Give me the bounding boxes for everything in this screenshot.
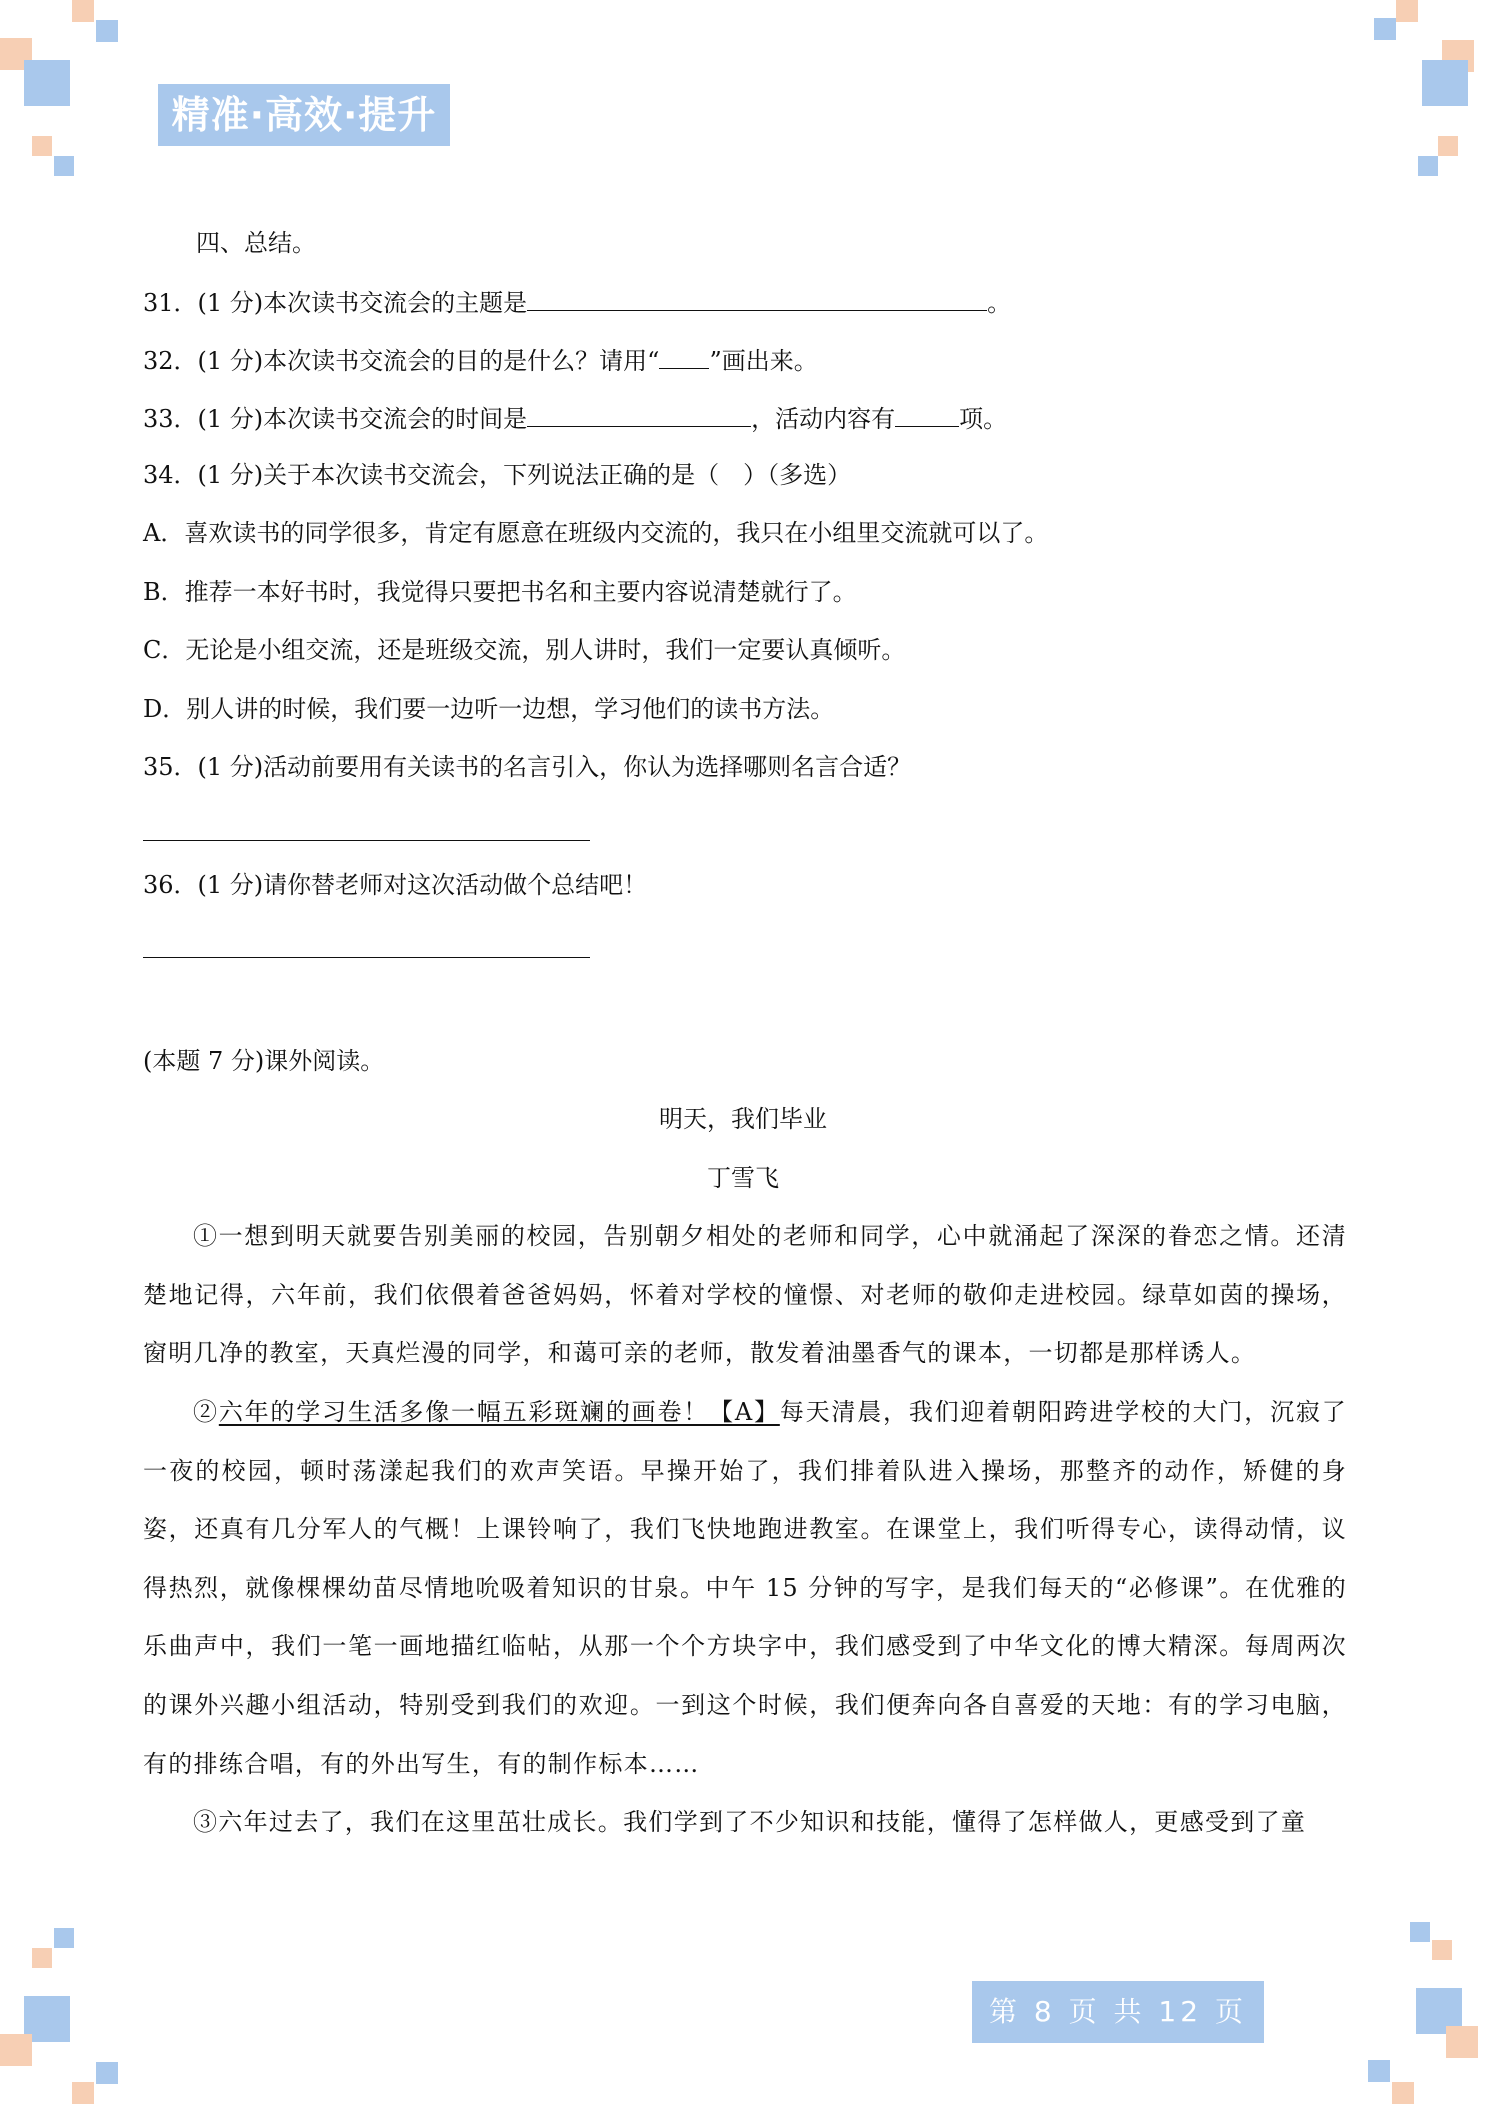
header-badge: 精准·高效·提升 xyxy=(158,84,450,146)
reading-author: 丁雪飞 xyxy=(707,1164,779,1192)
option-d: D．别人讲的时候，我们要一边听一边想，学习他们的读书方法。 xyxy=(143,695,835,723)
answer-blank-33a[interactable] xyxy=(527,402,751,427)
question-35: 35．(1 分)活动前要用有关读书的名言引入，你认为选择哪则名言合适？ xyxy=(143,753,912,781)
reading-paragraph-3: ③六年过去了，我们在这里茁壮成长。我们学到了不少知识和技能，懂得了怎样做人，更感受到了童 xyxy=(193,1808,1307,1836)
answer-blank-31[interactable] xyxy=(527,286,987,311)
underlined-sentence-a: 六年的学习生活多像一幅五彩斑斓的画卷！【A】 xyxy=(218,1398,780,1426)
reading-title: 明天，我们毕业 xyxy=(659,1105,827,1133)
section-title: 四、总结。 xyxy=(196,229,316,257)
option-b: B．推荐一本好书时，我觉得只要把书名和主要内容说清楚就行了。 xyxy=(143,578,857,606)
reading-paragraph-1: ①一想到明天就要告别美丽的校园，告别朝夕相处的老师和同学，心中就涌起了深深的眷恋之情。还清楚地记得，六年前，我们依偎着爸爸妈妈，怀着对学校的憧憬、对老师的敬仰走进校园。绿草如茵的操场，窗明几净的教室，天真烂漫的同学，和蔼可亲的老师，散发着油墨香气的课本，一切都是那样诱人。 xyxy=(143,1222,1347,1368)
question-31: 31．(1 分)本次读书交流会的主题是 。 xyxy=(143,286,1011,318)
answer-line-36[interactable] xyxy=(143,957,590,958)
question-31-text: 31．(1 分)本次读书交流会的主题是 xyxy=(143,289,528,317)
question-32: 32．(1 分)本次读书交流会的目的是什么？请用“ ”画出来。 xyxy=(143,344,818,376)
answer-blank-33b[interactable] xyxy=(895,402,959,427)
page-number: 第 8 页 共 12 页 xyxy=(972,1981,1264,2043)
option-a: A．喜欢读书的同学很多，肯定有愿意在班级内交流的，我只在小组里交流就可以了。 xyxy=(143,519,1049,547)
option-c: C．无论是小组交流，还是班级交流，别人讲时，我们一定要认真倾听。 xyxy=(143,636,906,664)
reading-intro: (本题 7 分)课外阅读。 xyxy=(143,1047,385,1075)
reading-paragraph-2: ②六年的学习生活多像一幅五彩斑斓的画卷！【A】每天清晨，我们迎着朝阳跨进学校的大门，沉寂了一夜的校园，顿时荡漾起我们的欢声笑语。早操开始了，我们排着队进入操场，那整齐的动作，矫健的身姿，还真有几分军人的气概！上课铃响了，我们飞快地跑进教室。在课堂上，我们听得专心，读得动情，议得热烈，就像棵棵幼苗尽情地吮吸着知识的甘泉。中午 15 分钟的写字，是我们每天的“必修课”。在优雅的乐曲声中，我们一笔一画地描红临帖，从那一个个方块字中，我们感受到了中华文化的博大精深。每周两次的课外兴趣小组活动，特别受到我们的欢迎。一到这个时候，我们便奔向各自喜爱的天地：有的学习电脑，有的排练合唱，有的外出写生，有的制作标本…… xyxy=(143,1398,1347,1778)
question-36: 36．(1 分)请你替老师对这次活动做个总结吧！ xyxy=(143,871,648,899)
answer-line-35[interactable] xyxy=(143,840,590,841)
answer-blank-32[interactable] xyxy=(659,344,709,369)
question-34: 34．(1 分)关于本次读书交流会，下列说法正确的是（ ）（多选） xyxy=(143,461,852,489)
question-33: 33．(1 分)本次读书交流会的时间是 ，活动内容有 项。 xyxy=(143,402,1007,434)
